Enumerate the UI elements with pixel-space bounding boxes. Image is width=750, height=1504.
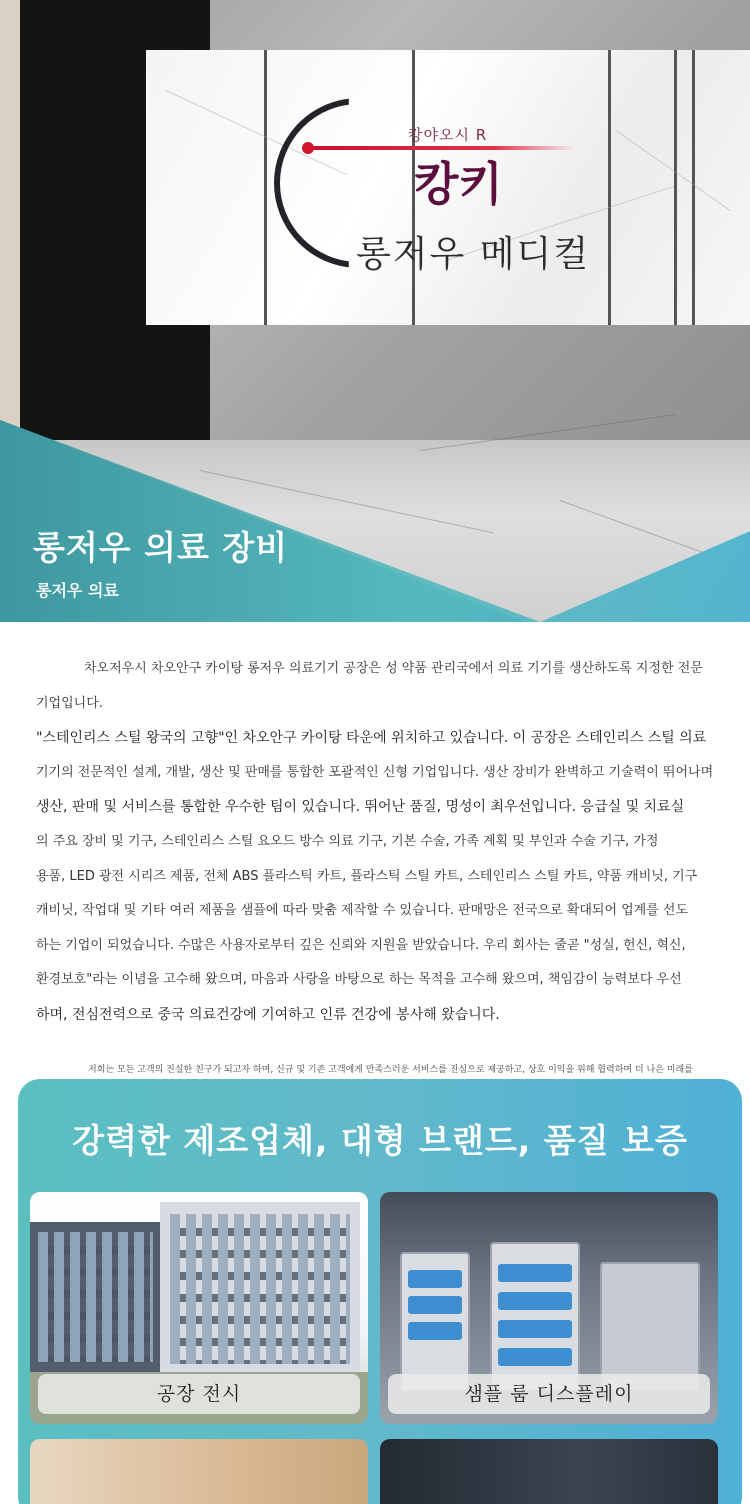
hero-banner bbox=[0, 0, 750, 622]
company-sign bbox=[146, 50, 750, 325]
tile-caption: 공장 전시 bbox=[38, 1374, 360, 1414]
feature-title: 강력한 제조업체, 대형 브랜드, 품질 보증 bbox=[72, 1121, 688, 1160]
hero-title: 롱저우 의료 장비 bbox=[33, 528, 289, 567]
showroom-photo-tile[interactable] bbox=[380, 1439, 718, 1504]
sample-room-photo-tile[interactable] bbox=[380, 1192, 718, 1424]
intro-closing: 저희는 모든 고객의 진실한 친구가 되고자 하며, 신규 및 기존 고객에게 만족스러운 서비스를 진심으로 제공하고, 상호 이익을 위해 협력하며 더 나은 미래를 bbox=[88, 1064, 693, 1075]
intro-line: 하는 기업이 되었습니다. 수많은 사용자로부터 깊은 신뢰와 지원을 받았습니다. 우리 회사는 줄곧 "성실, 헌신, 혁신, bbox=[36, 937, 686, 953]
tile-caption: 샘플 룸 디스플레이 bbox=[388, 1374, 710, 1414]
company-introduction bbox=[36, 652, 716, 1133]
intro-line: 차오저우시 차오안구 카이탕 롱저우 의료기기 공장은 성 약품 관리국에서 의료 기기를 생산하도록 지정한 전문 기업입니다. bbox=[36, 661, 703, 711]
intro-line: 환경보호"라는 이념을 고수해 왔으며, 마음과 사랑을 바탕으로 하는 목적을 고수해 왔으며, 책임감이 능력보다 우선 bbox=[36, 972, 682, 988]
intro-line: 기기의 전문적인 설계, 개발, 생산 및 판매를 통합한 포괄적인 신형 기업입니다. 생산 장비가 완벽하고 기술력이 뛰어나며 bbox=[36, 764, 714, 780]
hero-door-frame bbox=[0, 0, 20, 440]
intro-line: "스테인리스 스틸 왕국의 고향"인 차오안구 카이탕 타운에 위치하고 있습니다. 이 공장은 스테인리스 스틸 의료 bbox=[36, 730, 707, 747]
warehouse-photo-tile[interactable] bbox=[30, 1439, 368, 1504]
feature-card bbox=[18, 1079, 742, 1504]
intro-line: 용품, LED 광전 시리즈 제품, 전체 ABS 플라스틱 카트, 플라스틱 스틸 카트, 스테인리스 스틸 카트, 약품 캐비닛, 기구 bbox=[36, 868, 698, 884]
sign-brand-name: 캉키 bbox=[414, 157, 503, 211]
intro-line: 캐비닛, 작업대 및 기타 여러 제품을 샘플에 따라 맞춤 제작할 수 있습니다. 판매망은 전국으로 확대되어 업계를 선도 bbox=[36, 903, 689, 919]
sign-company-name: 롱저우 메디컬 bbox=[356, 234, 591, 275]
hero-subtitle: 롱저우 의료 bbox=[36, 581, 119, 600]
sign-subtitle: 캉야오시 R bbox=[408, 126, 488, 144]
factory-photo-tile[interactable] bbox=[30, 1192, 368, 1424]
intro-line: 하며, 전심전력으로 중국 의료건강에 기여하고 인류 건강에 봉사해 왔습니다. bbox=[36, 1006, 500, 1023]
logo-red-dot-icon bbox=[302, 142, 314, 154]
intro-line: 생산, 판매 및 서비스를 통합한 우수한 팀이 있습니다. 뛰어난 품질, 명성이 최우선입니다. 응급실 및 치료실 bbox=[36, 799, 685, 816]
intro-line: 의 주요 장비 및 기구, 스테인리스 스틸 요오드 방수 의료 기구, 기본 수술, 가족 계획 및 부인과 수술 기구, 가정 bbox=[36, 833, 659, 849]
